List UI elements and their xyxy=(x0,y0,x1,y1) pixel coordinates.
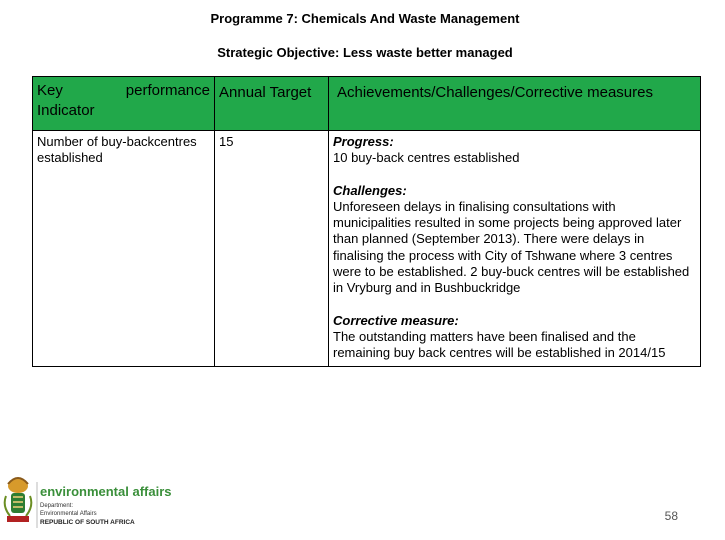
logo-line-3: REPUBLIC OF SOUTH AFRICA xyxy=(40,519,135,526)
cell-indicator: Number of buy-backcentres established xyxy=(33,131,215,367)
cell-target: 15 xyxy=(215,131,329,367)
logo-line-1: Department: xyxy=(40,503,74,509)
page-title: Programme 7: Chemicals And Waste Management xyxy=(210,11,520,26)
performance-table xyxy=(32,76,701,367)
logo-line-2: Environmental Affairs xyxy=(40,511,97,517)
header-kpi: Key performance Indicator xyxy=(33,77,215,131)
table-row xyxy=(33,131,701,367)
corrective-label: Corrective measure: xyxy=(333,312,459,328)
logo-brand: environmental affairs xyxy=(40,484,172,499)
header-annual-target: Annual Target xyxy=(215,77,329,131)
header-achievements: Achievements/Challenges/Corrective measures xyxy=(329,77,701,131)
page-number: 58 xyxy=(664,509,678,523)
strategic-objective: Strategic Objective: Less waste better managed xyxy=(217,45,513,60)
challenges-text: Unforeseen delays in finalising consultations with municipalities resulted in some projects being approved later than planned (September 2013). There were delays in finalising the process with City of Tshwane where 3 centres were to be established. 2 buy-buck centres will be established in Vryburg and in Bushbuckridge xyxy=(333,198,690,296)
challenges-label: Challenges: xyxy=(333,182,407,198)
table-header-row xyxy=(33,77,701,131)
department-logo xyxy=(0,470,172,535)
cell-achievements xyxy=(329,131,701,367)
progress-text: 10 buy-back centres established xyxy=(333,150,520,166)
coat-of-arms-icon xyxy=(5,478,32,522)
corrective-text: The outstanding matters have been finalised and the remaining buy back centres will be established in 2014/15 xyxy=(333,328,666,361)
progress-label: Progress: xyxy=(333,134,394,149)
